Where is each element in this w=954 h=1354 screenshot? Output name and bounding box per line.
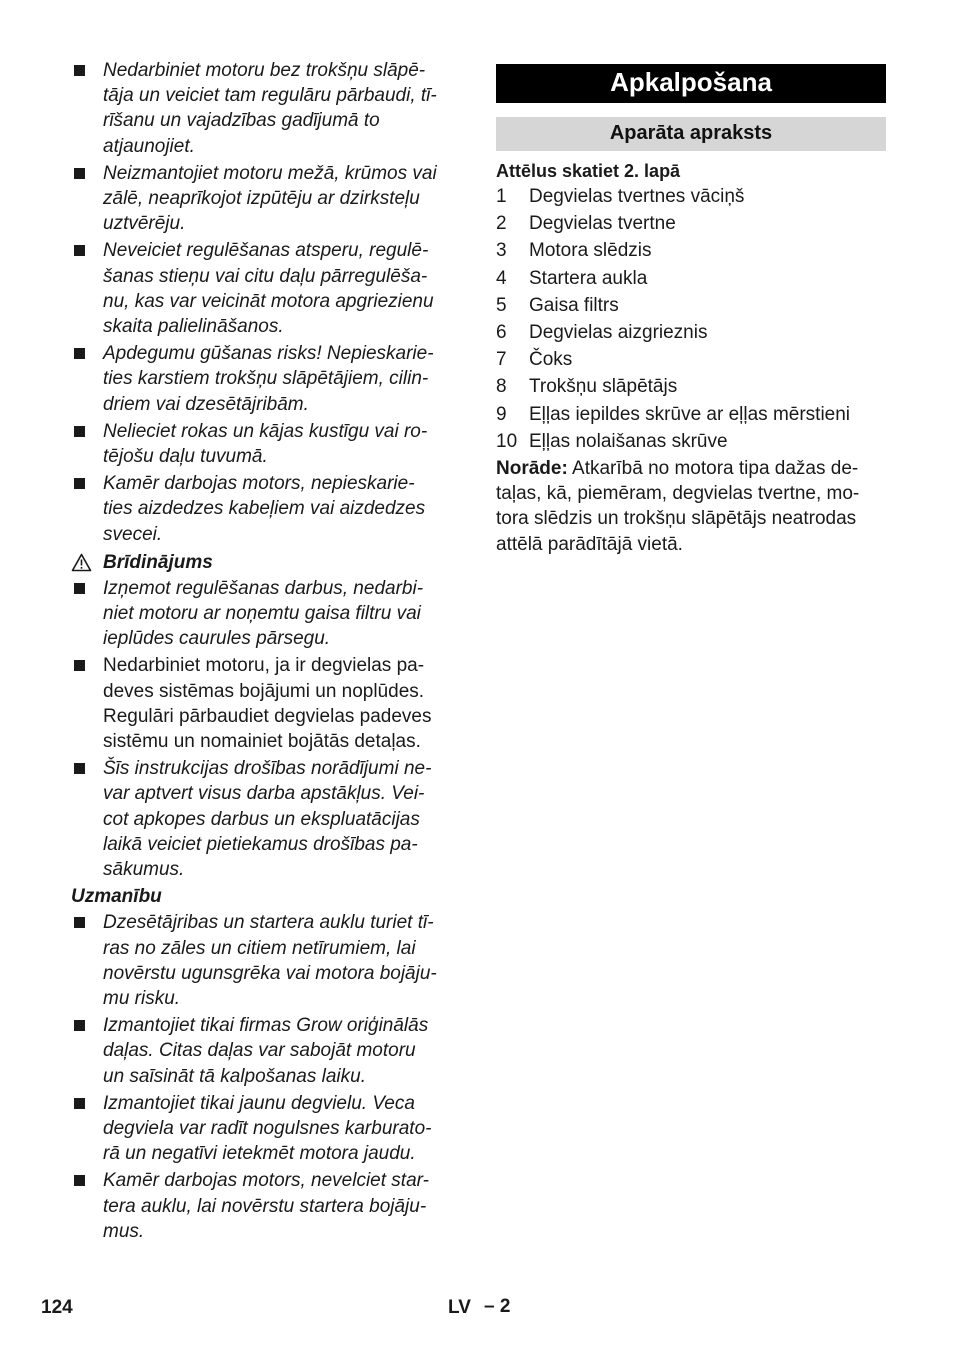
bullet-square-icon — [74, 1175, 85, 1186]
right-column — [496, 64, 886, 557]
bullet-square-icon — [74, 348, 85, 359]
bullet-item — [71, 58, 461, 159]
part-label: Degvielas tvertnes vāciņš — [529, 186, 745, 207]
bullet-item — [71, 576, 461, 652]
bullet-square-icon — [74, 1020, 85, 1031]
bullet-item — [71, 471, 461, 547]
bullet-line: svecei. — [103, 523, 163, 545]
part-label: Trokšņu slāpētājs — [529, 376, 678, 398]
safety-bullet-list — [71, 58, 461, 547]
note-line: Atkarībā no motora tipa dažas de- — [567, 458, 859, 480]
part-item — [496, 401, 886, 428]
language-code: LV — [448, 1297, 471, 1318]
note-line: taļas, kā, piemēram, degvielas tvertne, mo- — [496, 483, 860, 505]
part-label: Degvielas tvertne — [529, 213, 676, 235]
bullet-line: Izmantojiet tikai firmas Grow oriģinālās — [103, 1015, 429, 1037]
bullet-line: šanas stieņu vai citu daļu pārregulēša- — [103, 265, 428, 287]
bullet-line: Šīs instrukcijas drošības norādījumi ne- — [103, 758, 432, 780]
part-number: 5 — [496, 294, 507, 316]
bullet-line: mu risku. — [103, 987, 181, 1009]
bullet-line: niet motoru ar noņemtu gaisa filtru vai — [103, 603, 421, 625]
note-label: Norāde: — [496, 458, 568, 480]
part-label: Degvielas aizgrieznis — [529, 322, 708, 344]
bullet-line: atjaunojiet. — [103, 135, 195, 157]
part-label: Čoks — [529, 349, 573, 371]
bullet-line: zālē, neaprīkojot izpūtēju ar dzirksteļu — [103, 188, 420, 210]
figure-reference: Attēlus skatiet 2. lapā — [496, 161, 681, 181]
bullet-item — [71, 910, 461, 1011]
bullet-line: daļas. Citas daļas var sabojāt motoru — [103, 1040, 416, 1062]
bullet-line: rā un negatīvi ietekmēt motora jaudu. — [103, 1143, 416, 1165]
part-item — [496, 210, 886, 237]
bullet-square-icon — [74, 478, 85, 489]
parts-list — [496, 183, 886, 455]
bullet-item — [71, 341, 461, 417]
part-item — [496, 265, 886, 292]
caution-bullet-list — [71, 910, 461, 1244]
part-item — [496, 319, 886, 346]
bullet-line: Neveiciet regulēšanas atsperu, regulē- — [103, 240, 429, 262]
bullet-line: Kamēr darbojas motors, nepieskarie- — [103, 473, 415, 495]
bullet-line: cot apkopes darbus un ekspluatācijas — [103, 808, 420, 830]
warning-heading — [71, 550, 461, 575]
bullet-square-icon — [74, 917, 85, 928]
bullet-line: Izņemot regulēšanas darbus, nedarbi- — [103, 577, 424, 599]
bullet-line: Apdegumu gūšanas risks! Nepieskarie- — [103, 343, 434, 365]
part-number: 10 — [496, 430, 518, 452]
bullet-line: Neizmantojiet motoru mežā, krūmos vai — [103, 162, 437, 184]
bullet-line: sistēmu un nomainiet bojātās detaļas. — [103, 731, 421, 753]
note-line: attēlā parādītājā vietā. — [496, 533, 683, 555]
bullet-line: uztvērēju. — [103, 213, 186, 235]
part-number: 8 — [496, 376, 507, 398]
bullet-line: tera auklu, lai novērstu startera bojāju- — [103, 1195, 427, 1217]
bullet-line: nu, kas var veicināt motora apgriezienu — [103, 290, 434, 312]
bullet-item — [71, 1168, 461, 1244]
section-marker: – 2 — [484, 1296, 511, 1317]
bullet-line: un saīsināt tā kalpošanas laiku. — [103, 1065, 366, 1087]
note-paragraph — [496, 456, 886, 557]
bullet-square-icon — [74, 1098, 85, 1109]
caution-heading: Uzmanību — [71, 886, 162, 908]
bullet-line: Nelieciet rokas un kājas kustīgu vai ro- — [103, 420, 428, 442]
bullet-line: var aptvert visus darba apstākļus. Vei- — [103, 783, 425, 805]
bullet-line: tējošu daļu tuvumā. — [103, 446, 268, 468]
bullet-square-icon — [74, 65, 85, 76]
left-column — [71, 58, 461, 1246]
part-number: 1 — [496, 186, 507, 207]
part-item — [496, 183, 886, 210]
part-number: 4 — [496, 267, 507, 289]
bullet-line: novērstu ugunsgrēka vai motora bojāju- — [103, 962, 437, 984]
warning-title: Brīdinājums — [103, 551, 213, 573]
bullet-line: Dzesētājribas un startera auklu turiet tī- — [103, 912, 434, 934]
part-item — [496, 237, 886, 264]
bullet-line: rīšanu un vajadzības gadījumā to — [103, 110, 380, 132]
bullet-line: degviela var radīt nogulsnes karburato- — [103, 1117, 432, 1139]
part-item — [496, 346, 886, 373]
bullet-line: laikā veiciet pietiekamus drošības pa- — [103, 833, 418, 855]
bullet-item — [71, 238, 461, 339]
bullet-item — [71, 1091, 461, 1167]
bullet-square-icon — [74, 660, 85, 671]
bullet-item — [71, 419, 461, 469]
bullet-line: skaita palielināšanos. — [103, 316, 284, 338]
bullet-line: driem vai dzesētājribām. — [103, 393, 309, 415]
part-item — [496, 428, 886, 455]
bullet-line: Izmantojiet tikai jaunu degvielu. Veca — [103, 1092, 415, 1114]
bullet-line: ras no zāles un citiem netīrumiem, lai — [103, 937, 416, 959]
part-item — [496, 373, 886, 400]
part-number: 3 — [496, 240, 507, 262]
bullet-line: ties karstiem trokšņu slāpētājiem, cilin- — [103, 368, 429, 390]
part-number: 2 — [496, 213, 507, 235]
bullet-line: mus. — [103, 1220, 145, 1242]
bullet-item — [71, 161, 461, 237]
bullet-line: Kamēr darbojas motors, nevelciet star- — [103, 1170, 429, 1192]
part-label: Motora slēdzis — [529, 240, 652, 262]
section-title: Apkalpošana — [496, 64, 886, 103]
bullet-line: Nedarbiniet motoru bez trokšņu slāpē- — [103, 60, 426, 81]
page-number: 124 — [41, 1297, 73, 1318]
part-label: Eļļas iepildes skrūve ar eļļas mērstieni — [529, 403, 851, 425]
bullet-line: tāja un veiciet tam regulāru pārbaudi, tī- — [103, 85, 437, 107]
bullet-item — [71, 1013, 461, 1089]
bullet-line: Nedarbiniet motoru, ja ir degvielas pa- — [103, 655, 425, 677]
bullet-line: Regulāri pārbaudiet degvielas padeves — [103, 705, 432, 727]
bullet-line: ties aizdedzes kabeļiem vai aizdedzes — [103, 498, 426, 520]
bullet-square-icon — [74, 426, 85, 437]
part-number: 9 — [496, 403, 507, 425]
warning-triangle-icon — [71, 553, 92, 572]
note-line: tora slēdzis un trokšņu slāpētājs neatrodas — [496, 508, 857, 530]
part-item — [496, 292, 886, 319]
subsection-title: Aparāta apraksts — [496, 117, 886, 151]
part-label: Gaisa filtrs — [529, 294, 619, 316]
bullet-square-icon — [74, 168, 85, 179]
part-label: Startera aukla — [529, 267, 648, 289]
bullet-line: deves sistēmas bojājumi un noplūdes. — [103, 680, 425, 702]
bullet-item — [71, 756, 461, 882]
part-label: Eļļas nolaišanas skrūve — [529, 430, 728, 452]
bullet-line: ieplūdes caurules pārsegu. — [103, 628, 331, 650]
part-number: 7 — [496, 349, 507, 371]
bullet-square-icon — [74, 245, 85, 256]
bullet-line: sākumus. — [103, 859, 185, 881]
part-number: 6 — [496, 322, 507, 344]
bullet-square-icon — [74, 583, 85, 594]
bullet-item — [71, 653, 461, 754]
bullet-square-icon — [74, 763, 85, 774]
warning-bullet-list — [71, 576, 461, 882]
